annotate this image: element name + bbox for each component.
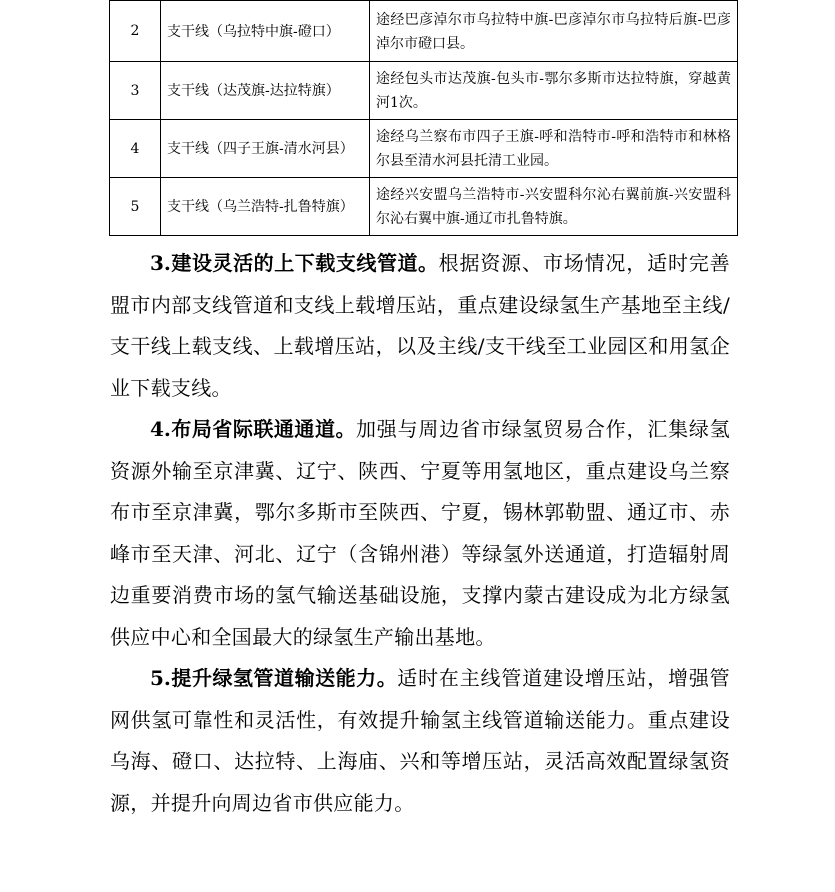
pipeline-route: 途经包头市达茂旗-包头市-鄂尔多斯市达拉特旗，穿越黄河1次。 bbox=[370, 62, 738, 120]
paragraph bbox=[110, 243, 730, 409]
row-number: 2 bbox=[110, 1, 161, 62]
pipeline-name: 支干线（四子王旗-清水河县） bbox=[161, 120, 370, 178]
paragraph-heading: 5.提升绿氢管道输送能力。 bbox=[150, 666, 398, 690]
paragraph-text: 适时在主线管道建设增压站，增强管网供氢可靠性和灵活性，有效提升输氢主线管道输送能力。重点建设乌海、磴口、达拉特、上海庙、兴和等增压站，灵活高效配置绿氢资源，并提升向周边省市供应能力。 bbox=[110, 666, 730, 815]
paragraph-heading: 4.布局省际联通通道。 bbox=[150, 417, 356, 441]
pipeline-name: 支干线（乌拉特中旗-磴口） bbox=[161, 1, 370, 62]
pipeline-route: 途经巴彦淖尔市乌拉特中旗-巴彦淖尔市乌拉特后旗-巴彦淖尔市磴口县。 bbox=[370, 1, 738, 62]
table-row bbox=[110, 1, 738, 62]
table-row bbox=[110, 120, 738, 178]
pipeline-table bbox=[109, 0, 738, 236]
row-number: 4 bbox=[110, 120, 161, 178]
table-row bbox=[110, 62, 738, 120]
pipeline-route: 途经兴安盟乌兰浩特市-兴安盟科尔沁右翼前旗-兴安盟科尔沁右翼中旗-通辽市扎鲁特旗。 bbox=[370, 178, 738, 236]
paragraph-text: 根据资源、市场情况，适时完善盟市内部支线管道和支线上载增压站，重点建设绿氢生产基地至主线/支干线上载支线、上载增压站，以及主线/支干线至工业园区和用氢企业下载支线。 bbox=[110, 251, 730, 400]
paragraph-text: 加强与周边省市绿氢贸易合作，汇集绿氢资源外输至京津冀、辽宁、陕西、宁夏等用氢地区，重点建设乌兰察布市至京津冀，鄂尔多斯市至陕西、宁夏，锡林郭勒盟、通辽市、赤峰市至天津、河北、辽宁（含锦州港）等绿氢外送通道，打造辐射周边重要消费市场的氢气输送基础设施，支撑内蒙古建设成为北方绿氢供应中心和全国最大的绿氢生产输出基地。 bbox=[110, 417, 730, 649]
row-number: 5 bbox=[110, 178, 161, 236]
paragraph-heading: 3.建设灵活的上下载支线管道。 bbox=[150, 251, 439, 275]
paragraph bbox=[110, 658, 730, 824]
paragraph bbox=[110, 409, 730, 658]
table-row bbox=[110, 178, 738, 236]
pipeline-name: 支干线（达茂旗-达拉特旗） bbox=[161, 62, 370, 120]
body-text bbox=[110, 243, 730, 824]
row-number: 3 bbox=[110, 62, 161, 120]
pipeline-route: 途经乌兰察布市四子王旗-呼和浩特市-呼和浩特市和林格尔县至清水河县托清工业园。 bbox=[370, 120, 738, 178]
pipeline-name: 支干线（乌兰浩特-扎鲁特旗） bbox=[161, 178, 370, 236]
